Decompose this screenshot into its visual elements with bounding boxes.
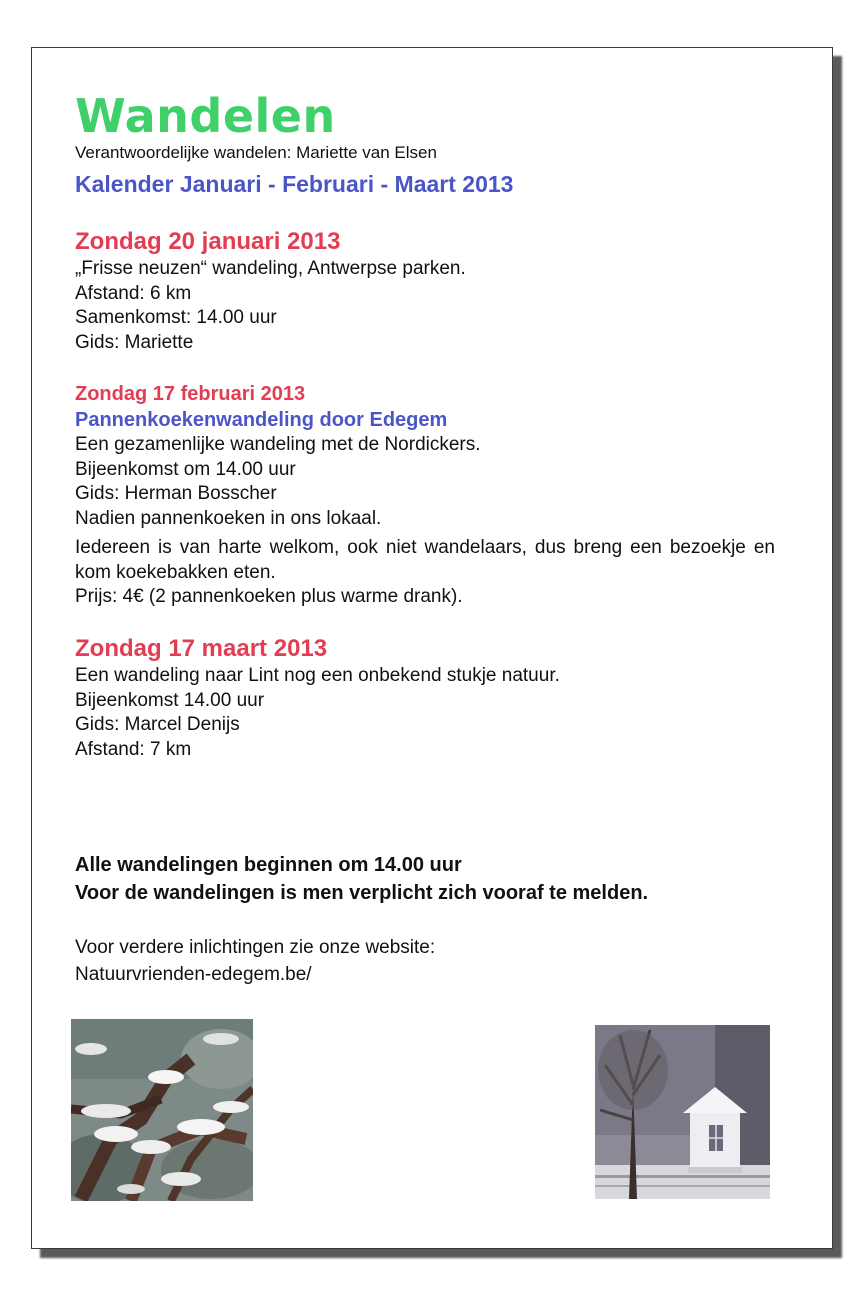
responsible-person: Verantwoordelijke wandelen: Mariette van Elsen xyxy=(75,143,437,162)
walk-distance: Afstand: 7 km xyxy=(75,738,192,760)
snowy-park-pavilion-photo xyxy=(595,1025,770,1199)
walk-afterwards: Nadien pannenkoeken in ons lokaal. xyxy=(75,507,382,529)
notice-registration: Voor de wandelingen is men verplicht zich vooraf te melden. xyxy=(75,882,649,904)
notice-block xyxy=(75,851,648,907)
info-block xyxy=(75,934,435,988)
walk-date: Zondag 17 maart 2013 xyxy=(75,635,328,662)
walk-distance: Afstand: 6 km xyxy=(75,282,192,304)
walk-date: Zondag 20 januari 2013 xyxy=(75,228,341,255)
walk-february xyxy=(75,381,481,531)
snowy-branches-photo xyxy=(71,1019,253,1201)
info-text: Voor verdere inlichtingen zie onze website: xyxy=(75,937,436,958)
walk-description: Een gezamenlijke wandeling met de Nordickers. xyxy=(75,434,481,455)
walk-invitation: Iedereen is van harte welkom, ook niet wandelaars, dus breng een bezoekje en kom koekebakken eten. xyxy=(75,537,775,583)
walk-january xyxy=(75,227,466,355)
walk-guide: Gids: Marcel Denijs xyxy=(75,714,240,735)
flyer-page xyxy=(31,47,833,1249)
walk-price: Prijs: 4€ (2 pannenkoeken plus warme drank). xyxy=(75,586,463,607)
walk-guide: Gids: Mariette xyxy=(75,331,194,353)
walk-meeting-time: Bijeenkomst 14.00 uur xyxy=(75,689,265,711)
walk-march xyxy=(75,634,560,762)
website-link[interactable]: Natuurvrienden-edegem.be/ xyxy=(75,964,312,985)
walk-guide: Gids: Herman Bosscher xyxy=(75,483,277,504)
walk-subtitle: Pannenkoekenwandeling door Edegem xyxy=(75,409,448,431)
notice-start-time: Alle wandelingen beginnen om 14.00 uur xyxy=(75,854,462,876)
page-title: Wandelen xyxy=(75,89,336,143)
walk-description: Een wandeling naar Lint nog een onbekend stukje natuur. xyxy=(75,665,560,686)
walk-description: „Frisse neuzen“ wandeling, Antwerpse parken. xyxy=(75,258,466,279)
walk-meeting-time: Samenkomst: 14.00 uur xyxy=(75,307,277,328)
calendar-heading: Kalender Januari - Februari - Maart 2013 xyxy=(75,171,514,197)
walk-meeting-time: Bijeenkomst om 14.00 uur xyxy=(75,458,296,480)
walk-date: Zondag 17 februari 2013 xyxy=(75,383,306,405)
